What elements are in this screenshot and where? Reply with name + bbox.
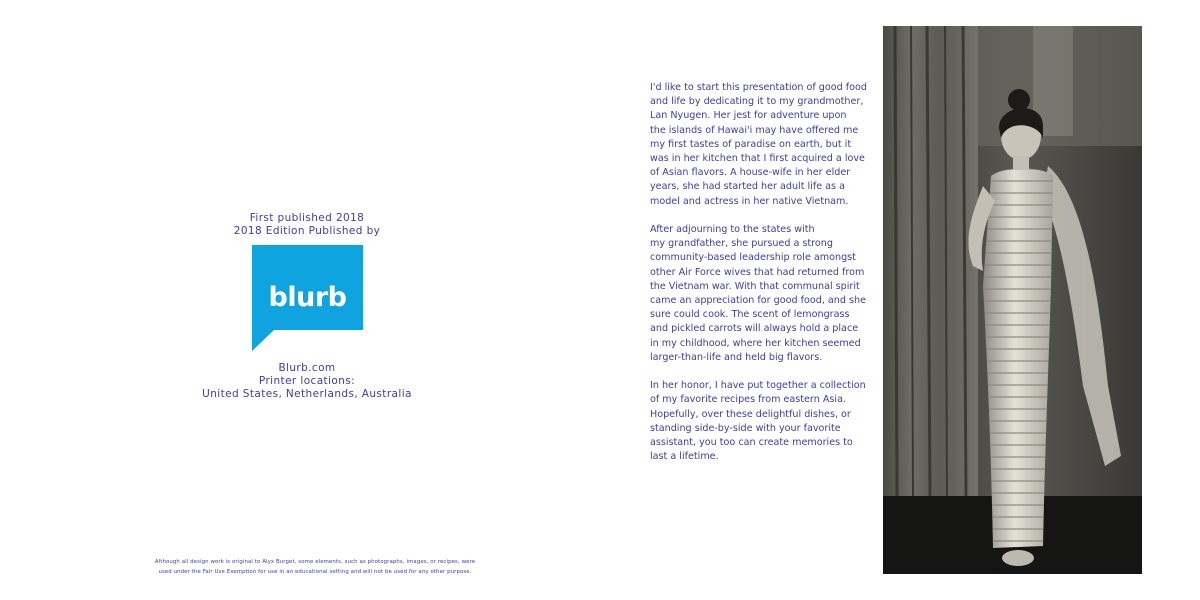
publisher-info	[157, 362, 457, 401]
text-line: of my favorite recipes from eastern Asia.	[650, 394, 846, 406]
dedication-paragraph	[650, 379, 882, 464]
text-line: last a lifetime.	[650, 451, 719, 463]
text-line: and pickled carrots will always hold a place	[650, 323, 859, 335]
text-line: community-based leadership role amongst	[650, 252, 856, 264]
disclaimer-line: used under the Fair Use Exemption for use in an educational setting and will not be used for any other purpose.	[158, 568, 472, 575]
text-line: came an appreciation for good food, and she	[650, 295, 866, 307]
text-line: sure could cook. The scent of lemongrass	[650, 309, 850, 321]
text-line: Hopefully, over these delightful dishes, or	[650, 408, 851, 420]
text-line: other Air Force wives that had returned from	[650, 266, 865, 278]
dedication-paragraph	[650, 81, 882, 209]
disclaimer	[110, 558, 520, 577]
text-line: larger-than-life and held big flavors.	[650, 351, 823, 363]
publisher-info-line: Printer locations:	[258, 375, 356, 387]
text-line: my grandfather, she pursued a strong	[650, 238, 833, 250]
logo-wordmark: blurb	[268, 282, 347, 313]
publisher-info-line: Blurb.com	[278, 362, 336, 374]
text-line: the Vietnam war. With that communal spirit	[650, 280, 860, 292]
text-line: of Asian flavors. A house-wife in her elder	[650, 167, 851, 179]
disclaimer-line: Although all design work is original to Alyx Burget, some elements, such as photographs, images, or recipes, were	[154, 559, 476, 565]
text-line: Lan Nyugen. Her jest for adventure upon	[650, 110, 847, 122]
text-line: In her honor, I have put together a collection	[650, 380, 866, 392]
text-line: and life by dedicating it to my grandmother,	[650, 96, 864, 108]
text-line: years, she had started her adult life as a	[650, 181, 845, 193]
imprint-line: 2018 Edition Published by	[233, 225, 381, 237]
publisher-info-line: United States, Netherlands, Australia	[202, 388, 412, 400]
curtain	[883, 26, 978, 496]
text-line: I'd like to start this presentation of good food	[650, 82, 867, 93]
text-line: standing side-by-side with your favorite	[650, 422, 841, 434]
imprint-block	[157, 212, 457, 238]
text-line: the islands of Hawai'i may have offered me	[650, 124, 859, 136]
grandmother-photo	[883, 26, 1142, 574]
imprint-line: First published 2018	[249, 212, 365, 224]
text-line: After adjourning to the states with	[650, 224, 815, 236]
right-page	[600, 0, 1200, 600]
text-line: model and actress in her native Vietnam.	[650, 195, 849, 207]
dedication-text	[650, 81, 882, 479]
text-line: in my childhood, where her kitchen seemed	[650, 337, 861, 349]
text-line: assistant, you too can create memories to	[650, 437, 853, 449]
text-line: my first tastes of paradise on earth, but it	[650, 138, 852, 150]
dedication-paragraph	[650, 223, 882, 365]
text-line: was in her kitchen that I first acquired a love	[650, 153, 865, 165]
blurb-logo	[252, 245, 363, 351]
vintage-photo-illustration	[883, 26, 1142, 574]
